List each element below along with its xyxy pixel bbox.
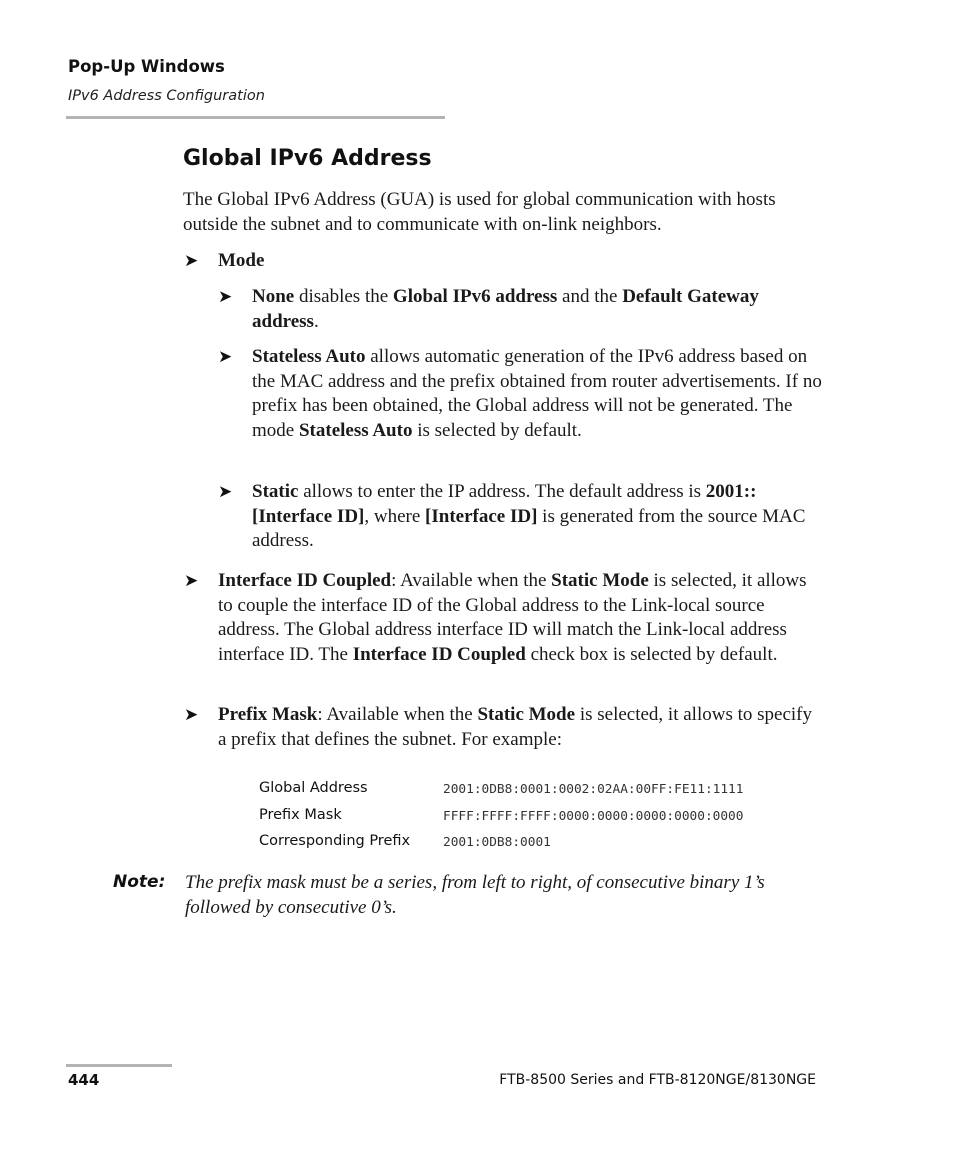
page-number: 444 [68,1071,100,1089]
header-section-title: Pop-Up Windows [68,57,225,76]
term: Global IPv6 address [392,286,558,307]
header-subsection-title: IPv6 Address Configuration [68,88,265,104]
bullet-arrow-icon: ➤ [184,705,199,724]
text: . [313,310,319,332]
row-label: Global Address [259,780,368,796]
text: is selected, it allows to specify a prefix that defines the subnet. For example: [218,704,812,750]
text: is selected, it allows to couple the interface ID of the Global address to the Link-local source address. The Global address interface ID will match the Link-local address interface ID. The [218,570,807,665]
row-label: Prefix Mask [259,807,342,823]
bullet-mode-none [218,285,822,334]
text: allows to enter the IP address. The default address is [298,481,706,502]
row-value: 2001:0DB8:0001:0002:02AA:00FF:FE11:1111 [443,782,744,797]
bullet-interface-id-coupled [184,569,818,667]
table-row [259,807,819,829]
bullet-mode-static [218,480,822,554]
text: and the [557,286,623,307]
term: Static Mode [477,704,576,725]
text: disables the [294,286,393,307]
text: allows automatic generation of the IPv6 address based on the MAC address and the prefix obtained from router advertisements. If no prefix has been obtained, the Global address will not be generated. The mode [252,346,822,441]
bullet-arrow-icon: ➤ [184,571,199,590]
table-row [259,780,819,802]
header-divider [66,116,445,119]
term: Default Gateway address [252,286,759,332]
bullet-prefix-mask [184,703,818,752]
row-value: FFFF:FFFF:FFFF:0000:0000:0000:0000:0000 [443,809,744,824]
text: , where [364,505,426,527]
intro-paragraph: The Global IPv6 Address (GUA) is used for global communication with hosts outside the subnet and to communicate with on-link neighbors. [183,189,776,235]
term: Prefix Mask [218,704,318,725]
text: : Available when the [317,704,478,725]
footer-divider [66,1064,172,1067]
text: : Available when the [391,570,552,591]
mode-label: Mode [218,250,265,271]
term: Static [252,481,299,502]
text: is selected by default. [412,419,582,441]
term: Stateless Auto [298,419,413,441]
term: [Interface ID] [425,505,538,527]
page-heading: Global IPv6 Address [183,146,432,171]
term: None [252,286,295,307]
row-value: 2001:0DB8:0001 [443,835,551,850]
note-label: Note: [113,872,166,892]
bullet-arrow-icon: ➤ [184,251,199,270]
bullet-arrow-icon: ➤ [218,347,233,366]
bullet-mode-stateless [218,345,822,443]
text: is generated from the source MAC address. [252,505,806,552]
table-row [259,833,819,855]
bullet-mode [184,249,818,274]
term: Interface ID Coupled [218,570,392,591]
bullet-arrow-icon: ➤ [218,482,233,501]
term: Interface ID Coupled [352,643,526,665]
note-text: The prefix mask must be a series, from left to right, of consecutive binary 1’s followed by consecutive 0’s. [185,872,765,918]
footer-product-name: FTB-8500 Series and FTB-8120NGE/8130NGE [499,1072,816,1088]
term: 2001::[Interface ID] [252,481,757,527]
term: Static Mode [551,570,649,591]
text: check box is selected by default. [525,643,778,665]
row-label: Corresponding Prefix [259,833,411,849]
term: Stateless Auto [252,346,366,367]
bullet-arrow-icon: ➤ [218,287,233,306]
